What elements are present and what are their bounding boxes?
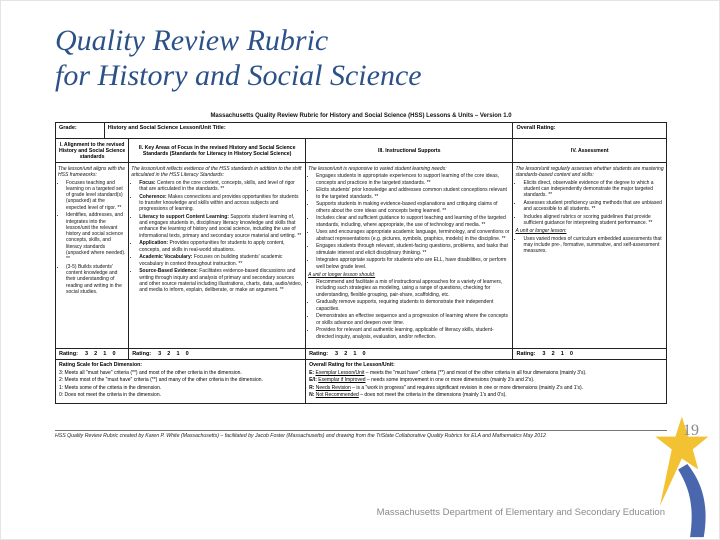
overall-scale-item: E/I: Exemplar if Improved – needs some improvement in one or more dimensions (mainly 3's and 2's). bbox=[309, 377, 535, 384]
rating-values: 3 2 1 0 bbox=[542, 351, 573, 357]
slide-footer: Massachusetts Department of Elementary and Secondary Education bbox=[376, 507, 665, 518]
rubric-bullet: • Engages students in appropriate experiences to support learning of the core ideas, concepts and practices in the targeted standards. ** bbox=[316, 173, 510, 186]
rubric-column-4 bbox=[513, 139, 666, 359]
rubric-bullet: • (3-5) Builds students' content knowledge and their understanding of reading and writing in the social studies. bbox=[66, 264, 126, 295]
rubric-columns bbox=[56, 139, 666, 359]
rating-values: 3 2 1 0 bbox=[84, 351, 116, 357]
page-number: 19 bbox=[683, 422, 699, 439]
rating-scale-item: 0: Does not meet the criteria in the dimension. bbox=[59, 392, 161, 399]
bullet-list bbox=[515, 236, 664, 255]
column-header: II. Key Areas of Focus in the revised History and Social Science Standards (Standards for Literacy in History Social Science) bbox=[129, 139, 305, 163]
rubric-bullet: • Supports students in making evidence-based explanations and critiquing claims of others about the core ideas and concepts being learned. ** bbox=[316, 201, 510, 214]
rating-label: Rating: bbox=[309, 351, 329, 357]
column-rating-row bbox=[306, 348, 512, 359]
rating-label: Rating: bbox=[516, 351, 536, 357]
column-body bbox=[56, 163, 128, 348]
rating-scale-title: Rating Scale for Each Dimension: bbox=[59, 362, 143, 368]
column-rating-row bbox=[56, 348, 128, 359]
rubric-bullet: • Literacy to support Content Learning: Supports student learning of, and engages students in, disciplinary literacy knowledge and skills that enhance the learning of history and social science, including the use of informational texts, primary and secondary source material and writing. ** bbox=[139, 214, 303, 239]
column-body bbox=[513, 163, 666, 348]
column-intro: The lesson/unit reflects evidence of the HSS standards in addition to the shift articulated in the HSS Literacy Standards: bbox=[131, 166, 302, 179]
column-intro: The lesson/unit regularly assesses whether students are mastering standards-based content and skills: bbox=[515, 166, 664, 179]
rating-label: Rating: bbox=[59, 351, 78, 357]
overall-rating-label: Overall Rating: bbox=[516, 125, 556, 131]
title-line1: Quality Review Rubric bbox=[55, 24, 329, 57]
column-header: IV. Assessment bbox=[513, 139, 666, 163]
bullet-list bbox=[308, 173, 510, 270]
column-intro: The lesson/unit aligns with the HSS frameworks: bbox=[58, 166, 125, 179]
rating-scale bbox=[56, 360, 306, 403]
overall-scale-item: R: Needs Revision – is a "work in progress" and requires significant revision in one or more dimensions (mainly 2's and 1's). bbox=[309, 384, 584, 391]
rubric-column-2 bbox=[129, 139, 306, 359]
rubric-bullet: • Assesses student proficiency using methods that are unbiased and accessible to all students. ** bbox=[523, 200, 664, 213]
rubric-bullet: • Source-Based Evidence: Facilitates evidence-based discussions and writing through inquiry and analysis of primary and secondary sources and other source material including illustrations, charts, data, audio/video, and media to inform, explain, deliberate, or make an argument. ** bbox=[139, 268, 303, 293]
rubric-doc-title: Massachusetts Quality Review Rubric for History and Social Science (HSS) Lessons & Units – Version 1.0 bbox=[210, 113, 512, 119]
rubric-bullet: • Academic Vocabulary: Focuses on building students' academic vocabulary in context throughout instruction. ** bbox=[139, 254, 303, 267]
rubric-bullet: • Elicits students' prior knowledge and addresses common student conceptions relevant to the targeted standards. ** bbox=[316, 187, 510, 200]
column-rating-row bbox=[129, 348, 305, 359]
column-header: I. Alignment to the revised History and Social Science standards bbox=[56, 139, 128, 163]
overall-scale-title: Overall Rating for the Lesson/Unit: bbox=[309, 362, 395, 368]
bullet-list bbox=[515, 180, 664, 227]
rubric-bullet: • Integrates appropriate supports for students who are ELL, have disabilities, or perform well below grade level. bbox=[316, 257, 510, 270]
page-title bbox=[55, 23, 422, 94]
rubric-bullet: • Recommend and facilitate a mix of instructional approaches for a variety of learners, including such strategies as modeling, using a range of questions, checking for understanding, flexible grouping, pair-share, scaffolding, etc. bbox=[316, 279, 510, 298]
column-body bbox=[129, 163, 305, 348]
rubric-bullet: • Uses and encourages appropriate academic language, terminology, and conventions or abstract representations (e.g. pictures, symbols, graphics, models) in the discipline. ** bbox=[316, 229, 510, 242]
title-line2: for History and Social Science bbox=[55, 59, 422, 93]
overall-scale-items bbox=[309, 370, 663, 399]
scales-row bbox=[56, 359, 666, 403]
column-body bbox=[306, 163, 512, 348]
rubric-bullet: • Demonstrates an effective sequence and a progression of learning where the concepts or skills advance and deepen over time. bbox=[316, 313, 510, 326]
column-header: III. Instructional Supports bbox=[306, 139, 512, 163]
rubric-table bbox=[55, 122, 667, 404]
rubric-bullet: • Gradually remove supports, requiring students to demonstrate their independent capacities. bbox=[316, 299, 510, 312]
lesson-title-label: History and Social Science Lesson/Unit Title: bbox=[107, 125, 226, 131]
grade-row bbox=[56, 123, 666, 139]
dese-star-logo bbox=[647, 411, 713, 539]
rubric-bullet: • Identifies, addresses, and integrates into the lesson/unit the relevant history and social science concepts, skills, and literacy standards (unpacked where needed). ** bbox=[66, 212, 126, 262]
rating-scale-item: 1: Meets some of the criteria in the dimension. bbox=[59, 384, 162, 391]
rating-scale-items bbox=[59, 370, 302, 399]
rubric-bullet: • Focus: Centers on the core content, concepts, skills, and level of rigor that are articulated in the standards. ** bbox=[139, 180, 303, 193]
grade-label: Grade: bbox=[59, 125, 77, 131]
rating-scale-item: 2: Meets most of the "must have" criteria (**) and many of the other criteria in the dimension. bbox=[59, 377, 263, 384]
rubric-bullet: • Focuses teaching and learning on a targeted set of grade level standard(s) (unpacked) at the expected level of rigor. ** bbox=[66, 180, 126, 211]
rubric-bullet: • Uses varied modes of curriculum embedded assessments that may include pre-, formative, summative, and self-assessment measures. bbox=[523, 236, 664, 255]
overall-rating-field bbox=[513, 123, 666, 138]
rubric-bullet: • Includes aligned rubrics or scoring guidelines that provide sufficient guidance for interpreting student performance. ** bbox=[523, 214, 664, 227]
overall-scale-item: N: Not Recommended – does not meet the criteria in the dimensions (mainly 1's and 0's). bbox=[309, 392, 507, 399]
overall-rating-scale bbox=[306, 360, 666, 403]
credit-line: HSS Quality Review Rubric created by Karen P. White (Massachusetts) – facilitated by Jacob Foster (Massachusetts) and drawing from the TriState Collaborative Quality Rubrics for ELA and Mathematics May 2012 bbox=[55, 430, 667, 440]
lesson-title-field bbox=[105, 123, 514, 138]
rating-scale-item: 3: Meets all "must have" criteria (**) and most of the other criteria in the dimension. bbox=[59, 369, 242, 376]
bullet-list bbox=[131, 180, 303, 294]
bullet-list bbox=[58, 180, 126, 296]
rating-values: 3 2 1 0 bbox=[335, 351, 366, 357]
rubric-document bbox=[55, 113, 667, 440]
bullet-list bbox=[308, 279, 510, 340]
column-intro: A unit or longer lesson should: bbox=[308, 271, 376, 278]
rating-label: Rating: bbox=[132, 351, 152, 357]
rubric-bullet: • Includes clear and sufficient guidance to support teaching and learning of the targeted standards, including, where appropriate, the use of technology and media. ** bbox=[316, 215, 510, 228]
rubric-column-3 bbox=[306, 139, 513, 359]
rubric-column-1 bbox=[56, 139, 129, 359]
rubric-bullet: • Coherence: Makes connections and provides opportunities for students to transfer knowledge and skills within and across subjects and progressions of learning. bbox=[139, 194, 303, 213]
rubric-bullet: • Provides for relevant and authentic learning, applicable of literacy skills, student-directed inquiry, analysis, evaluation, and/or reflection. bbox=[316, 327, 510, 340]
rating-values: 3 2 1 0 bbox=[158, 351, 189, 357]
rubric-bullet: • Elicits direct, observable evidence of the degree to which a student can independently demonstrate the major targeted standards. ** bbox=[523, 180, 664, 199]
column-intro: The lesson/unit is responsive to varied student learning needs: bbox=[308, 166, 447, 172]
overall-scale-item: E: Exemplar Lesson/Unit – meets the "must have" criteria (**) and most of the other criteria in all four dimensions (mainly 3's). bbox=[309, 369, 587, 376]
rubric-bullet: • Engages students through relevant, student-facing questions, problems, and tasks that stimulate interest and elicit disciplinary thinking. ** bbox=[316, 243, 510, 256]
grade-field bbox=[56, 123, 105, 138]
column-rating-row bbox=[513, 348, 666, 359]
logo-swoosh-shape bbox=[678, 464, 705, 537]
column-intro: A unit or longer lesson: bbox=[515, 228, 567, 235]
rubric-bullet: • Application: Provides opportunities for students to apply content, concepts, and skills in real-world situations. bbox=[139, 240, 303, 253]
